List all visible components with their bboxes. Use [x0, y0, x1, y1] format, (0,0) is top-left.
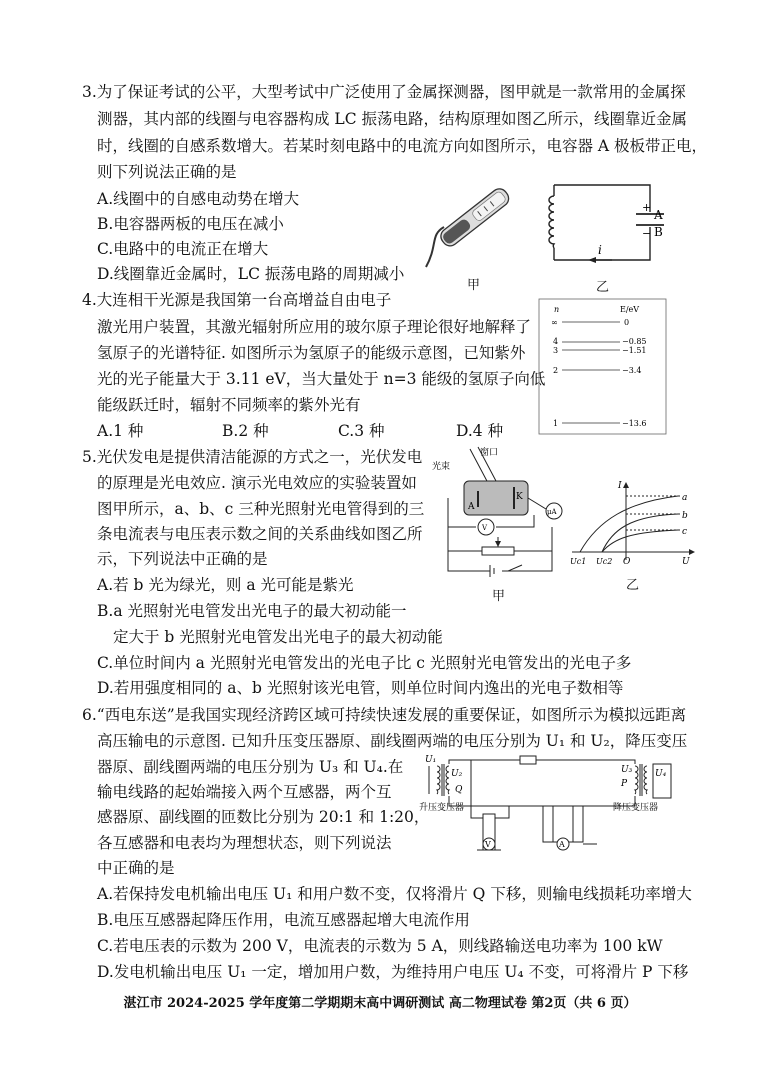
q5-option-a: A.若 b 光为绿光，则 a 光可能是紫光 — [97, 576, 354, 594]
level-e-2: −3.4 — [622, 366, 642, 375]
level-e-4: −0.85 — [622, 337, 647, 346]
q6-stem-line-1: 6.“西电东送”是我国实现经济跨区域可持续快速发展的重要保证，如图所示为模拟远距离 — [82, 706, 687, 724]
current-label: i — [598, 243, 602, 257]
q4-option-a: A.1 种 — [97, 422, 144, 440]
q5-option-c: C.单位时间内 a 光照射光电管发出的光电子比 c 光照射光电管发出的光电子多 — [97, 654, 632, 672]
q4-option-d: D.4 种 — [456, 422, 504, 440]
ammeter-symbol: A — [559, 840, 565, 849]
q3-option-c: C.电路中的电流正在增大 — [97, 240, 269, 258]
slider-q-label: Q — [455, 785, 463, 795]
step-down-label: 降压变压器 — [613, 803, 659, 813]
curve-b-label: b — [682, 511, 688, 521]
window-label: 窗口 — [480, 448, 499, 458]
plus-sign: + — [642, 201, 652, 214]
q3-stem-line-3: 时，线圈的自感系数增大。若某时刻电路中的电流方向如图所示，电容器 A 极板带正电， — [97, 137, 708, 155]
slider-p-label: P — [621, 779, 628, 789]
step-up-label: 升压变压器 — [419, 803, 465, 813]
anode-label: A — [468, 502, 475, 512]
fig-yi-label: 乙 — [596, 280, 610, 295]
q4-stem-line-5: 能级跃迁时，辐射不同频率的紫外光有 — [97, 396, 361, 414]
level-n-3: 3 — [553, 346, 559, 355]
q3-stem-line-2: 测器，其内部的线圈与电容器构成 LC 振荡电路，结构原理如图乙所示，线圈靠近金属 — [97, 110, 688, 128]
q6-option-a: A.若保持发电机输出电压 U₁ 和用户数不变，仅将滑片 Q 下移，则输电线损耗功率增大 — [97, 885, 692, 903]
plate-a-label: A — [654, 208, 663, 222]
q3-option-b: B.电容器两板的电压在减小 — [97, 215, 284, 233]
page-footer: 湛江市 2024-2025 学年度第二学期期末高中调研测试 高二物理试卷 第2页（共 6 页） — [123, 996, 637, 1011]
q5-stem-line-3: 图甲所示，a、b、c 三种光照射光电管得到的三 — [97, 500, 425, 518]
metal-detector-figure — [418, 175, 518, 275]
level-n-2: 2 — [553, 366, 559, 375]
u4-label: U₄ — [655, 769, 667, 779]
level-e-3: −1.51 — [622, 346, 647, 355]
q6-stem-line-4: 输电线路的起始端接入两个互感器，两个互 — [97, 783, 392, 801]
axis-u-label: U — [682, 557, 690, 567]
fig5-yi-label: 乙 — [626, 578, 640, 593]
q5-option-b-1: B.a 光照射光电管发出光电子的最大初动能一 — [97, 602, 407, 620]
e-header: E/eV — [620, 305, 640, 314]
level-e-1: −13.6 — [622, 419, 647, 428]
lc-circuit-figure — [540, 180, 675, 265]
fig5-jia-label: 甲 — [492, 589, 506, 604]
level-e-inf: 0 — [624, 318, 630, 327]
u1-label: U₁ — [425, 755, 437, 765]
q4-stem-line-3: 氢原子的光谱特征. 如图所示为氢原子的能级示意图，已知紫外 — [97, 344, 526, 362]
beam-label: 光束 — [432, 462, 451, 472]
minus-sign: − — [642, 227, 652, 240]
q5-stem-line-4: 条电流表与电压表示数之间的关系曲线如图乙所 — [97, 525, 423, 543]
q4-option-b: B.2 种 — [222, 422, 269, 440]
voltmeter-label: V — [482, 524, 488, 532]
n-header: n — [554, 305, 560, 314]
uc1-label: Uc1 — [570, 557, 587, 566]
voltmeter-symbol: V — [485, 840, 491, 849]
power-transmission-diagram — [419, 750, 675, 860]
q6-option-d: D.发电机输出电压 U₁ 一定，增加用户数，为维持用户电压 U₄ 不变，可将滑片 P 下移 — [97, 963, 689, 981]
q6-stem-line-2: 高压输电的示意图. 已知升压变压器原、副线圈两端的电压分别为 U₁ 和 U₂，降压变压 — [97, 732, 688, 750]
q5-option-b-2: 定大于 b 光照射光电管发出光电子的最大初动能 — [113, 628, 443, 646]
q3-option-d: D.线圈靠近金属时，LC 振荡电路的周期减小 — [97, 265, 405, 283]
q6-stem-line-7: 中正确的是 — [97, 859, 175, 877]
q3-option-a: A.线圈中的自感电动势在增大 — [97, 190, 300, 208]
fig-jia-label: 甲 — [467, 278, 481, 293]
cathode-label: K — [516, 492, 523, 502]
q5-stem-line-1: 5.光伏发电是提供清洁能源的方式之一，光伏发电 — [82, 448, 423, 466]
plate-b-label: B — [654, 225, 663, 239]
q4-option-c: C.3 种 — [338, 422, 385, 440]
ammeter-label: μA — [547, 508, 557, 516]
u3-label: U₃ — [621, 765, 633, 775]
uc2-label: Uc2 — [596, 557, 613, 566]
q5-stem-line-2: 的原理是光电效应. 演示光电效应的实验装置如 — [97, 474, 417, 492]
q3-stem-line-4: 则下列说法正确的是 — [97, 163, 237, 181]
photoelectric-apparatus — [430, 443, 570, 583]
q6-option-b: B.电压互感器起降压作用，电流互感器起增大电流作用 — [97, 911, 470, 929]
energy-level-diagram — [538, 298, 668, 436]
u2-label: U₂ — [451, 769, 463, 779]
curve-c-label: c — [682, 527, 688, 537]
q4-stem-line-2: 激光用户装置，其激光辐射所应用的玻尔原子理论很好地解释了 — [97, 318, 532, 336]
q6-stem-line-3: 器原、副线圈两端的电压分别为 U₃ 和 U₄.在 — [97, 758, 404, 776]
q5-option-d: D.若用强度相同的 a、b 光照射该光电管，则单位时间内逸出的光电子数相等 — [97, 679, 624, 697]
q3-stem-line-1: 3.为了保证考试的公平，大型考试中广泛使用了金属探测器，图甲就是一款常用的金属探 — [82, 83, 686, 101]
curve-a-label: a — [682, 493, 688, 503]
q6-stem-line-5: 感器原、副线圈的匝数比分别为 20:1 和 1:20， — [97, 808, 430, 826]
q4-stem-line-1: 4.大连相干光源是我国第一台高增益自由电子 — [82, 291, 392, 309]
q6-stem-line-6: 各互感器和电表均为理想状态，则下列说法 — [97, 834, 392, 852]
origin-label: O — [623, 557, 631, 567]
q5-stem-line-5: 示，下列说法中正确的是 — [97, 550, 268, 568]
level-n-1: 1 — [553, 419, 559, 428]
q6-option-c: C.若电压表的示数为 200 V，电流表的示数为 5 A，则线路输送电功率为 100 kW — [97, 937, 663, 955]
axis-i-label: I — [618, 481, 622, 491]
iu-curve-graph — [568, 480, 698, 566]
q4-stem-line-4: 光的光子能量大于 3.11 eV，当大量处于 n=3 能级的氢原子向低 — [97, 370, 546, 388]
level-n-4: 4 — [553, 337, 559, 346]
level-n-inf: ∞ — [551, 318, 558, 327]
